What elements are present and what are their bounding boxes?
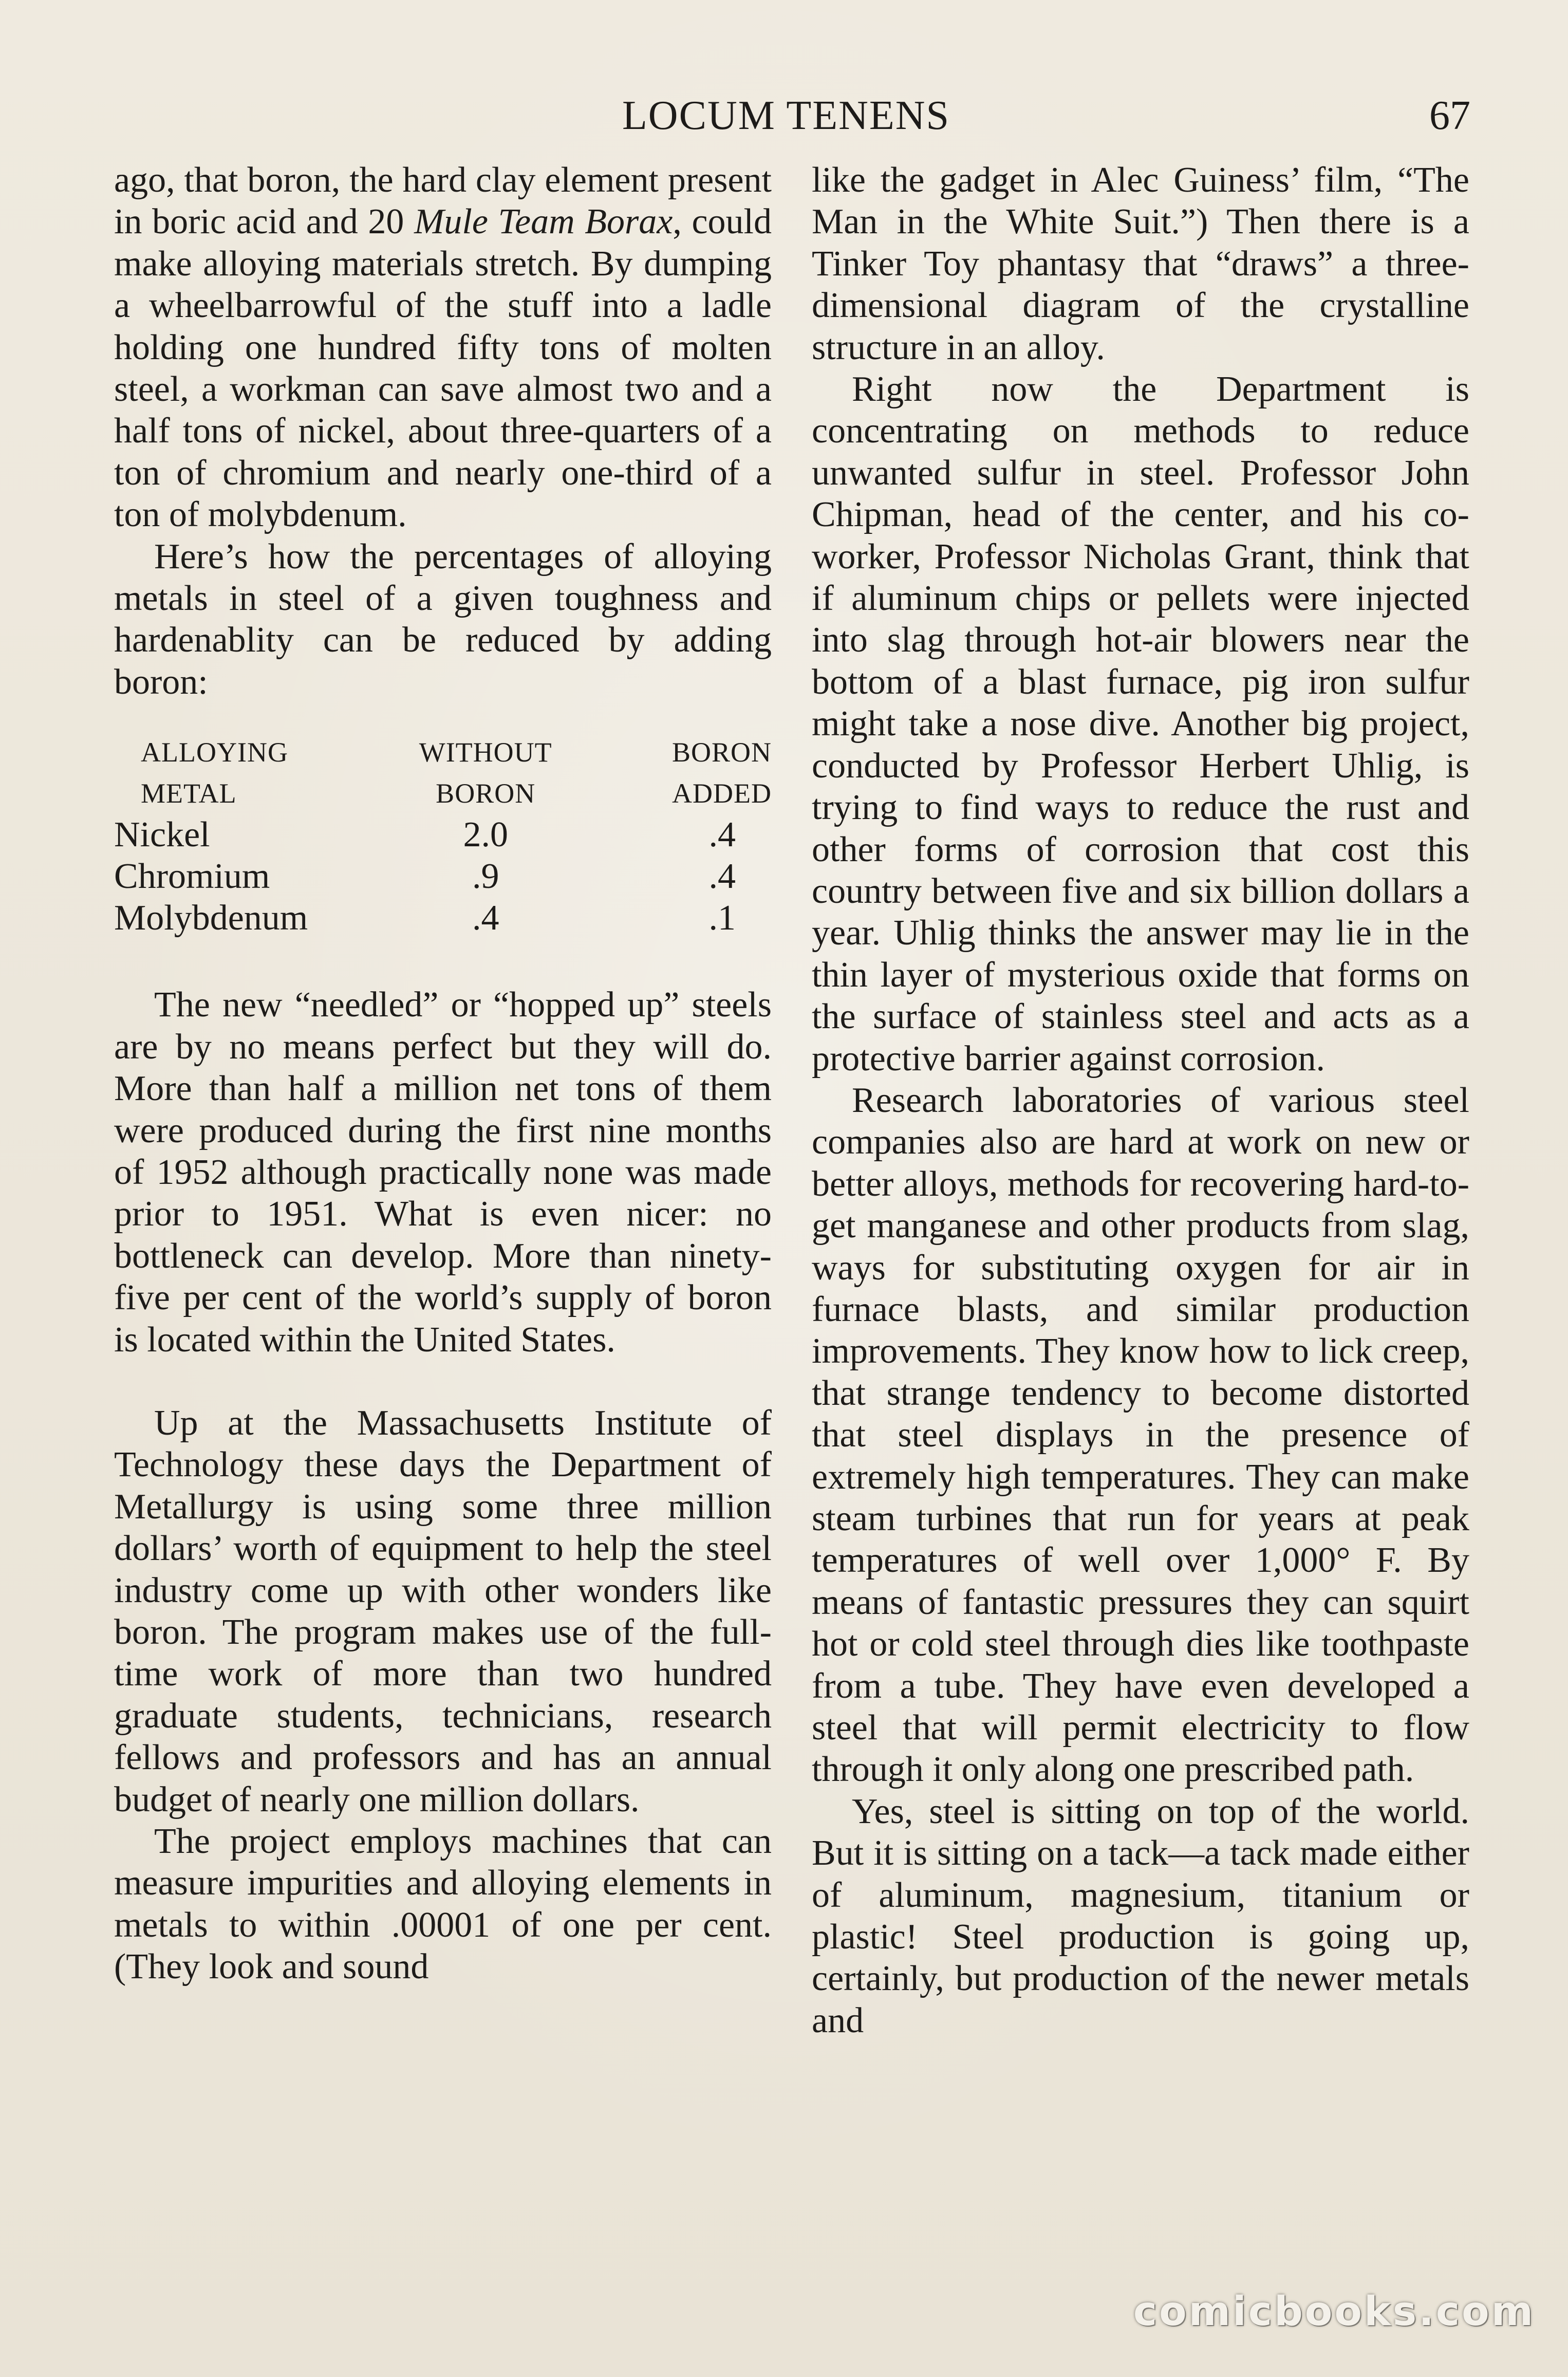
paragraph-text: ago, that boron, the hard clay element present in boric acid and 20 bbox=[114, 160, 772, 242]
paragraph: The new “needled” or “hopped up” steels are by no means perfect but they will do. More than half a million net tons of them were produced during the first nine months of 1952 although practically none was made prior to 1951. What is even nicer: no bottleneck can develop. More than ninety-five per cent of the world’s supply of boron is located within the United States. bbox=[114, 985, 772, 1360]
running-title: LOCUM TENENS bbox=[622, 93, 950, 138]
paragraph: Here’s how the percentages of alloying metals in steel of a given toughness and hardenablity can be reduced by adding boron: bbox=[114, 536, 772, 702]
table-row bbox=[114, 856, 772, 897]
page-header bbox=[0, 87, 1568, 144]
paragraph: Up at the Massachusetts Institute of Technology these days the Department of Metallurgy is using some three million dollars’ worth of equipment to help the steel industry come up with other wonders like boron. The program makes use of the full-time work of more than two hundred graduate students, technicians, research fellows and professors and has an annual budget of nearly one million dollars. bbox=[114, 1403, 772, 1819]
paragraph: Yes, steel is sitting on top of the world. But it is sitting on a tack—a tack made either of aluminum, magnesium, titanium or plastic! Steel production is going up, certainly, but production of the newer metals and bbox=[812, 1791, 1469, 2040]
paragraph-text: , could make alloying materials stretch. By dumping a wheelbarrowful of the stuff into a ladle holding one hundred fifty tons of molten steel, a workman can save almost two and a half tons of nickel, about three-quarters of a ton of chromium and nearly one-third of a ton of molybdenum. bbox=[114, 202, 772, 535]
right-column bbox=[812, 159, 1469, 2041]
cell-without-boron: 2.0 bbox=[463, 815, 508, 855]
page-number: 67 bbox=[1429, 93, 1470, 138]
table-row bbox=[114, 814, 772, 856]
cell-without-boron: .4 bbox=[472, 898, 499, 938]
paragraph: Right now the Department is concentrating on methods to reduce unwanted sulfur in steel. Professor John Chipman, head of the center, and his co-worker, Professor Nicholas Grant, think that if aluminum chips or pellets were injected into slag through hot-air blowers near the bottom of a blast furnace, pig iron sulfur might take a nose dive. Another big project, conducted by Professor Herbert Uhlig, is trying to find ways to reduce the rust and other forms of corrosion that cost this country between five and six billion dollars a year. Uhlig thinks the answer may lie in the thin layer of mysterious oxide that forms on the surface of stainless steel and acts as a protective barrier against corrosion. bbox=[812, 369, 1469, 1079]
table-row bbox=[114, 897, 772, 939]
cell-without-boron: .9 bbox=[472, 857, 499, 897]
paragraph bbox=[114, 159, 772, 536]
cell-metal: Molybdenum bbox=[114, 898, 308, 938]
column-header-boron-added: BORON ADDED bbox=[671, 737, 772, 809]
cell-metal: Nickel bbox=[114, 815, 210, 855]
paragraph: like the gadget in Alec Guiness’ film, “The Man in the White Suit.”) Then there is a Tinker Toy phantasy that “draws” a three-dimensional diagram of the crystalline structure in an alloy. bbox=[812, 160, 1469, 367]
paragraph: Research laboratories of various steel companies also are hard at work on new or better alloys, methods for recovering hard-to-get manganese and other products from slag, ways for substituting oxygen for air in furnace blasts, and similar production improvements. They know how to lick creep, that strange tendency to become distorted that steel displays in the presence of extremely high temperatures. They can make steam turbines that run for years at peak temperatures of well over 1,000° F. By means of fantastic pressures they can squirt hot or cold steel through dies like toothpaste from a tube. They have even developed a steel that will permit electricity to flow through it only along one prescribed path. bbox=[812, 1080, 1469, 1790]
column-header-without-boron: WITHOUT BORON bbox=[419, 737, 552, 809]
italic-title: Mule Team Borax bbox=[414, 202, 673, 242]
alloy-table bbox=[114, 732, 772, 939]
watermark: comicbooks.com bbox=[1133, 2289, 1535, 2335]
cell-boron-added: .4 bbox=[708, 857, 736, 897]
left-column bbox=[114, 159, 772, 1988]
cell-metal: Chromium bbox=[114, 857, 270, 897]
column-header-alloying-metal: ALLOYING METAL bbox=[141, 737, 288, 809]
cell-boron-added: .1 bbox=[708, 898, 736, 938]
paragraph: The project employs machines that can measure impurities and alloying elements in metals to within .00001 of one per cent. (They look and sound bbox=[114, 1822, 772, 1987]
cell-boron-added: .4 bbox=[708, 815, 736, 855]
table-header-row bbox=[114, 732, 772, 814]
